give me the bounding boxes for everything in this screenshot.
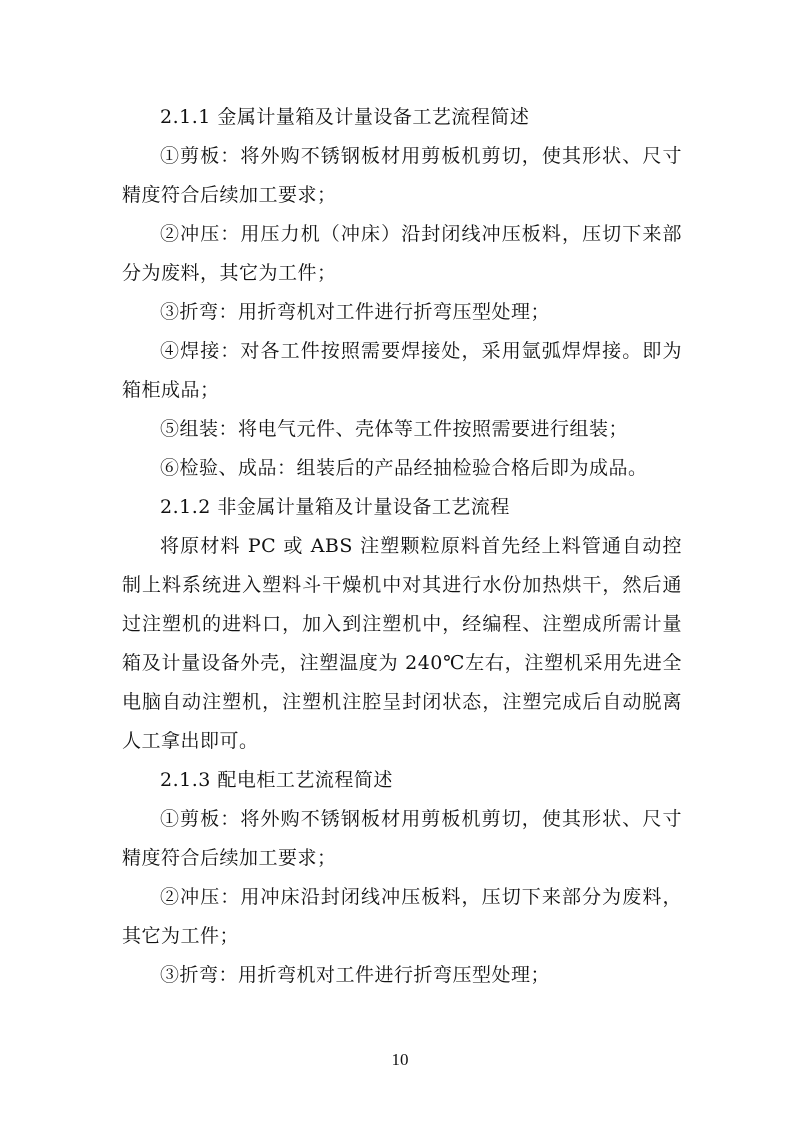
section-heading-2-1-2: 2.1.2 非金属计量箱及计量设备工艺流程 — [160, 496, 510, 518]
step-paragraph: ③折弯：用折弯机对工件进行折弯压型处理； — [160, 964, 551, 986]
step-paragraph: ②冲压：用压力机（冲床）沿封闭线冲压板料，压切下来部分为废料，其它为工件； — [122, 223, 682, 284]
process-description-paragraph: 将原材料 PC 或 ABS 注塑颗粒原料首先经上料管通自动控制上料系统进入塑料斗干燥机中对其进行水份加热烘干，然后通过注塑机的进料口，加入到注塑机中，经编程、注塑成所需计量箱及计量设备外壳，注塑温度为 240℃左右，注塑机采用先进全电脑自动注塑机，注塑机注腔呈封闭状态，注塑完成后自动脱离人工拿出即可。 — [122, 535, 682, 752]
step-paragraph: ④焊接：对各工件按照需要焊接处，采用氩弧焊焊接。即为箱柜成品； — [122, 340, 682, 401]
step-paragraph: ③折弯：用折弯机对工件进行折弯压型处理； — [160, 301, 551, 323]
section-heading-2-1-1: 2.1.1 金属计量箱及计量设备工艺流程简述 — [160, 106, 530, 128]
step-paragraph: ①剪板：将外购不锈钢板材用剪板机剪切，使其形状、尺寸精度符合后续加工要求； — [122, 808, 682, 869]
page-number: 10 — [391, 1050, 409, 1069]
body-text — [122, 98, 682, 995]
section-heading-2-1-3: 2.1.3 配电柜工艺流程简述 — [160, 769, 393, 791]
step-paragraph: ①剪板：将外购不锈钢板材用剪板机剪切，使其形状、尺寸精度符合后续加工要求； — [122, 145, 682, 206]
step-paragraph: ②冲压：用冲床沿封闭线冲压板料，压切下来部分为废料，其它为工件； — [122, 886, 682, 947]
step-paragraph: ⑤组装：将电气元件、壳体等工件按照需要进行组装； — [160, 418, 629, 440]
step-paragraph: ⑥检验、成品：组装后的产品经抽检验合格后即为成品。 — [160, 457, 648, 479]
